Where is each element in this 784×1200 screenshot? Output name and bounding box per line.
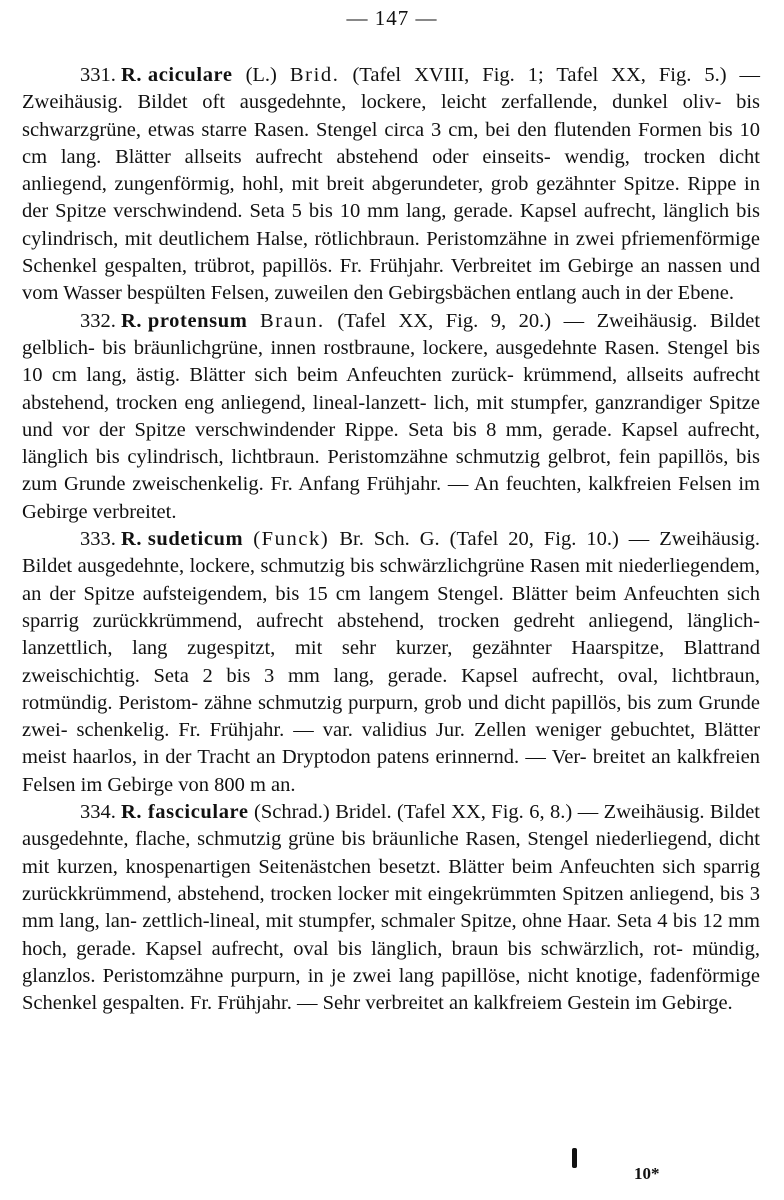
species-entry-331 [22, 62, 760, 308]
species-author: (L.) [245, 64, 277, 86]
printer-signature-mark: 10* [634, 1164, 660, 1183]
species-author: (Schrad.) [254, 801, 330, 824]
ink-blot-mark [572, 1148, 577, 1168]
species-author-secondary: Br. Sch. G. [339, 528, 440, 551]
entry-paragraph [22, 308, 760, 526]
body-text [22, 62, 760, 1017]
species-name: R. aciculare [121, 64, 233, 86]
entry-description: (Tafel XVIII, Fig. 1; Tafel XX, Fig. 5.) — Zweihäusig. Bildet oft ausgedehnte, lockere, leicht zerfallende, dunkel oliv- bis schwarzgrüne, etwas starre Rasen. Stengel circa 3 cm, bei den flutenden Formen bis 10 cm lang. Blätter allseits aufrecht abstehend oder einseits- wendig, trocken dicht anliegend, zungenförmig, hohl, mit breit abgerundeter, grob gezähnter Spitze. Rippe in der Spitze verschwindend. Seta 5 bis 10 mm lang, gerade. Kapsel aufrecht, länglich bis cylindrisch, mit deutlichem Halse, rötlichbraun. Peristomzähne in zwei pfriemenförmige Schenkel gespalten, trübrot, papillös. Fr. Frühjahr. Verbreitet im Gebirge an nassen und vom Wasser bespülten Felsen, zuweilen den Gebirgsbächen entlang auch in der Ebene. [22, 64, 761, 305]
species-entry-332 [22, 308, 760, 526]
page-number: — 147 — [346, 6, 438, 30]
species-author: (Funck) [253, 528, 330, 551]
entry-number: 334. [80, 801, 116, 824]
entry-paragraph [22, 799, 760, 1017]
entry-number: 331. [80, 64, 116, 86]
species-author-secondary: Brid. [289, 64, 340, 86]
species-author-secondary: Braun. [259, 309, 325, 332]
species-name: R. protensum [121, 309, 248, 332]
entry-number: 333. [80, 528, 116, 551]
entry-description: (Tafel XX, Fig. 6, 8.) — Zweihäusig. Bildet ausgedehnte, flache, schmutzig grüne bis bräunliche Rasen, Stengel niederliegend, dicht mit kurzen, knospenartigen Seitenästchen besetzt. Blätter beim Anfeuchten sich sparrig zurückkrümmend, abstehend, trocken locker mit eingekrümmten Spitzen anliegend, bis 3 mm lang, lan- zettlich-lineal, mit stumpfer, schmaler Spitze, ohne Haar. Seta 4 bis 12 mm hoch, gerade. Kapsel aufrecht, oval bis länglich, braun bis schwärzlich, rot- mündig, glanzlos. Peristomzähne purpurn, in je zwei lang papillöse, nicht knotige, fadenförmige Schenkel gespalten. Fr. Frühjahr. — Sehr verbreitet an kalkfreiem Gestein im Gebirge. [22, 801, 760, 1015]
species-entry-334 [22, 799, 760, 1017]
entry-description: (Tafel 20, Fig. 10.) — Zweihäusig. Bildet ausgedehnte, lockere, schmutzig bis schwärzlichgrüne Rasen mit niederliegendem, an der Spitze aufsteigendem, bis 15 cm langem Stengel. Blätter beim Anfeuchten sich sparrig zurückkrümmend, aufrecht abstehend, trocken gedreht anliegend, länglich-lanzettlich, lang zugespitzt, mit sehr kurzer, gezähnter Haarspitze, Blattrand zweischichtig. Seta 2 bis 3 mm lang, gerade. Kapsel aufrecht, oval, lichtbraun, rotmündig. Peristom- zähne schmutzig purpurn, grob und dicht papillös, bis zum Grunde zwei- schenkelig. Fr. Frühjahr. — var. validius Jur. Zellen weniger gebuchtet, Blätter meist haarlos, in der Tracht an Dryptodon patens erinnernd. — Ver- breitet an kalkfreien Felsen im Gebirge von 800 m an. [22, 528, 761, 796]
entry-paragraph [22, 526, 760, 799]
entry-paragraph [22, 62, 760, 308]
entry-number: 332. [80, 309, 116, 332]
species-author-secondary: Bridel. [335, 801, 392, 824]
species-entry-333 [22, 526, 760, 799]
species-name: R. sudeticum [121, 528, 244, 551]
species-name: R. fasciculare [121, 801, 249, 824]
entry-description: (Tafel XX, Fig. 9, 20.) — Zweihäusig. Bildet gelblich- bis bräunlichgrüne, innen rostbraune, lockere, ausgedehnte Rasen. Stengel bis 10 cm lang, ästig. Blätter sich beim Anfeuchten zurück- krümmend, allseits aufrecht abstehend, trocken eng anliegend, lineal-lanzett- lich, mit stumpfer, ganzrandiger Spitze und vor der Spitze verschwindender Rippe. Seta bis 8 mm, gerade. Kapsel aufrecht, länglich bis cylindrisch, lichtbraun. Peristomzähne schmutzig gelbrot, fein papillös, bis zum Grunde zweischenkelig. Fr. Anfang Frühjahr. — An feuchten, kalkfreien Felsen im Gebirge verbreitet. [22, 309, 761, 523]
